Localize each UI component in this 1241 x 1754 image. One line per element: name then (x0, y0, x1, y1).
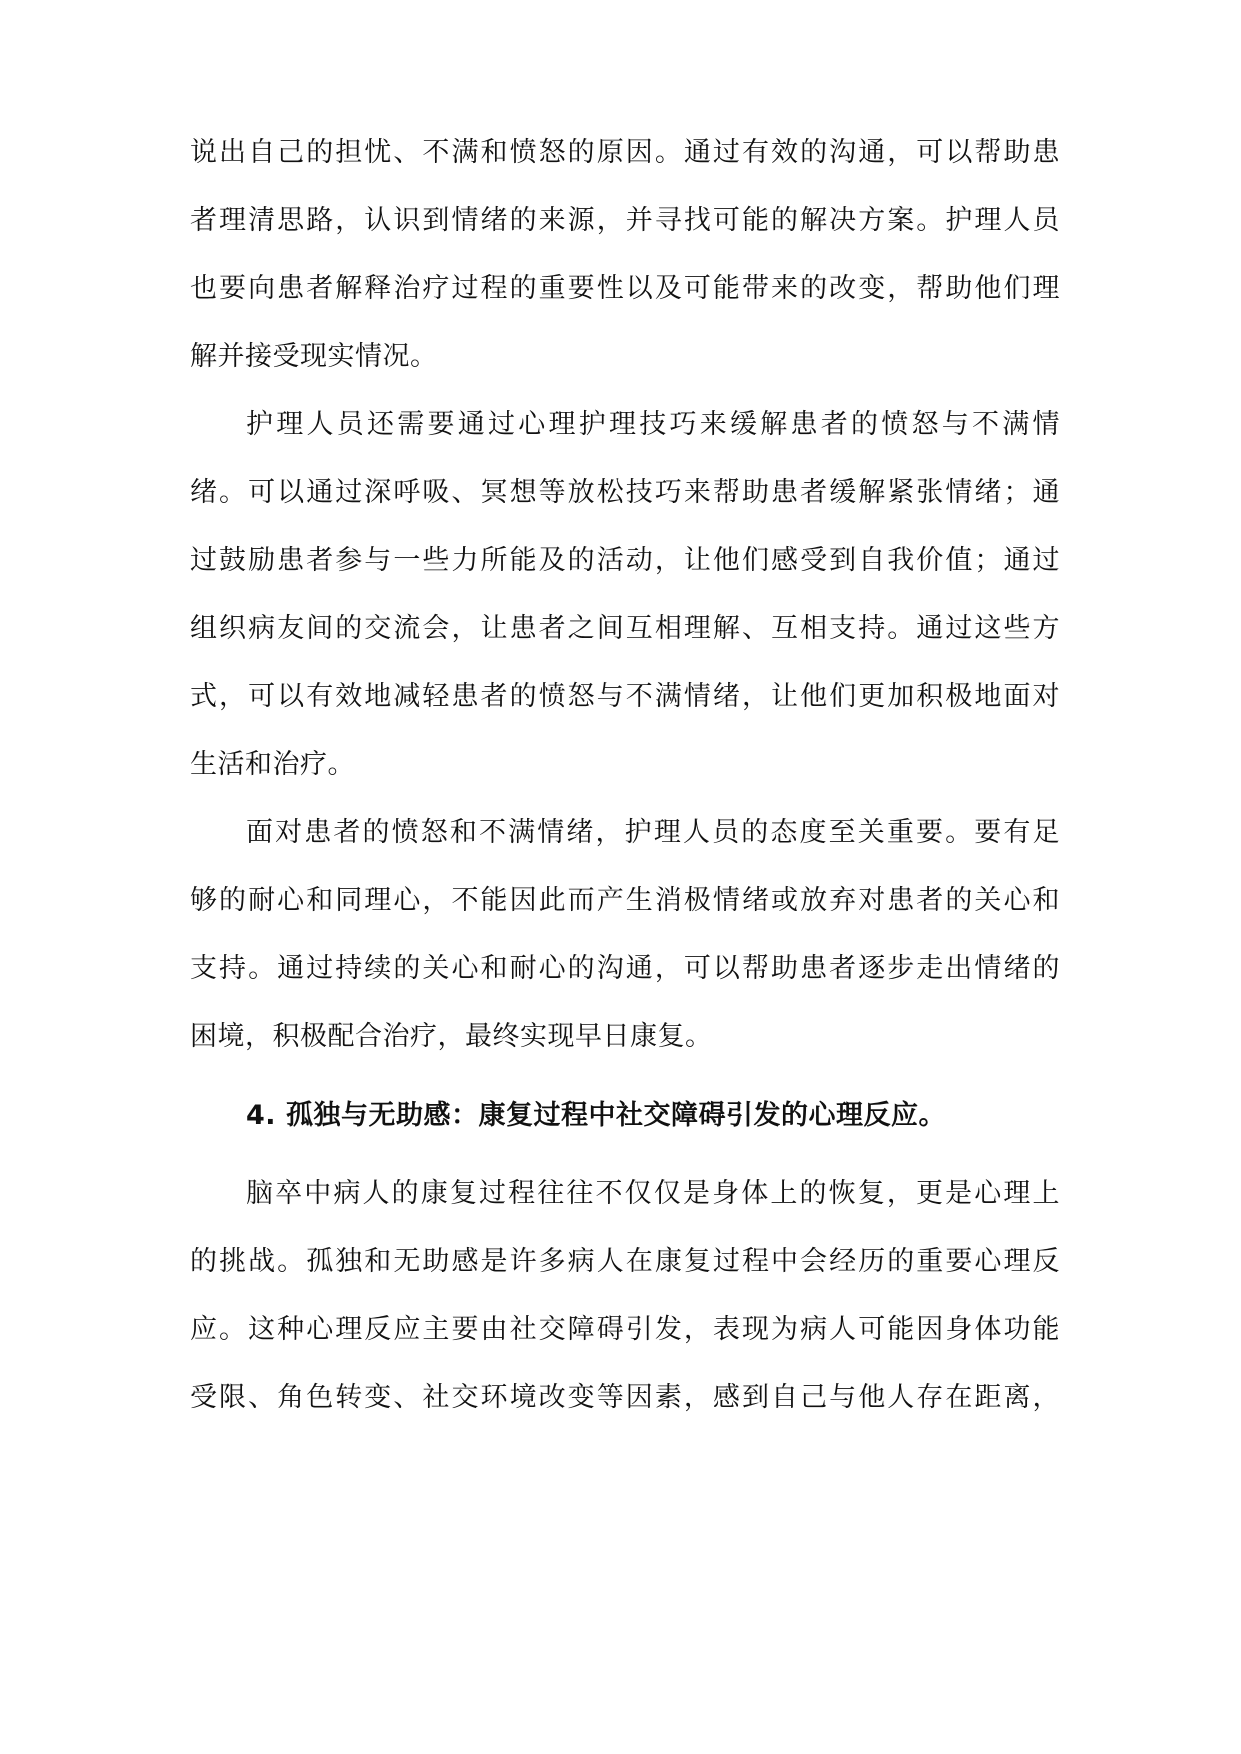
paragraph-2-line-4: 组织病友间的交流会，让患者之间互相理解、互相支持。通过这些方 (190, 613, 1060, 644)
paragraph-2-line-1: 护理人员还需要通过心理护理技巧来缓解患者的愤怒与不满情 (246, 409, 1060, 440)
paragraph-1-line-2: 者理清思路，认识到情绪的来源，并寻找可能的解决方案。护理人员 (190, 205, 1060, 236)
paragraph-1-line-4: 解并接受现实情况。 (190, 341, 438, 372)
paragraph-3-line-2: 够的耐心和同理心，不能因此而产生消极情绪或放弃对患者的关心和 (190, 885, 1060, 916)
paragraph-2-line-5: 式，可以有效地减轻患者的愤怒与不满情绪，让他们更加积极地面对 (190, 681, 1060, 712)
paragraph-1-line-1: 说出自己的担忧、不满和愤怒的原因。通过有效的沟通，可以帮助患 (190, 137, 1060, 168)
paragraph-4-line-1: 脑卒中病人的康复过程往往不仅仅是身体上的恢复，更是心理上 (246, 1178, 1060, 1209)
paragraph-1-line-3: 也要向患者解释治疗过程的重要性以及可能带来的改变，帮助他们理 (190, 273, 1060, 304)
paragraph-4-line-2: 的挑战。孤独和无助感是许多病人在康复过程中会经历的重要心理反 (190, 1246, 1060, 1277)
paragraph-3-line-4: 困境，积极配合治疗，最终实现早日康复。 (190, 1021, 713, 1052)
paragraph-2-line-6: 生活和治疗。 (190, 749, 355, 780)
paragraph-2-line-2: 绪。可以通过深呼吸、冥想等放松技巧来帮助患者缓解紧张情绪；通 (190, 477, 1060, 508)
paragraph-4-line-3: 应。这种心理反应主要由社交障碍引发，表现为病人可能因身体功能 (190, 1314, 1060, 1345)
paragraph-3-line-3: 支持。通过持续的关心和耐心的沟通，可以帮助患者逐步走出情绪的 (190, 953, 1060, 984)
section-heading: 4. 孤独与无助感：康复过程中社交障碍引发的心理反应。 (246, 1100, 946, 1131)
paragraph-2-line-3: 过鼓励患者参与一些力所能及的活动，让他们感受到自我价值；通过 (190, 545, 1060, 576)
paragraph-4-line-4: 受限、角色转变、社交环境改变等因素，感到自己与他人存在距离， (190, 1382, 1060, 1413)
paragraph-3-line-1: 面对患者的愤怒和不满情绪，护理人员的态度至关重要。要有足 (246, 817, 1060, 848)
